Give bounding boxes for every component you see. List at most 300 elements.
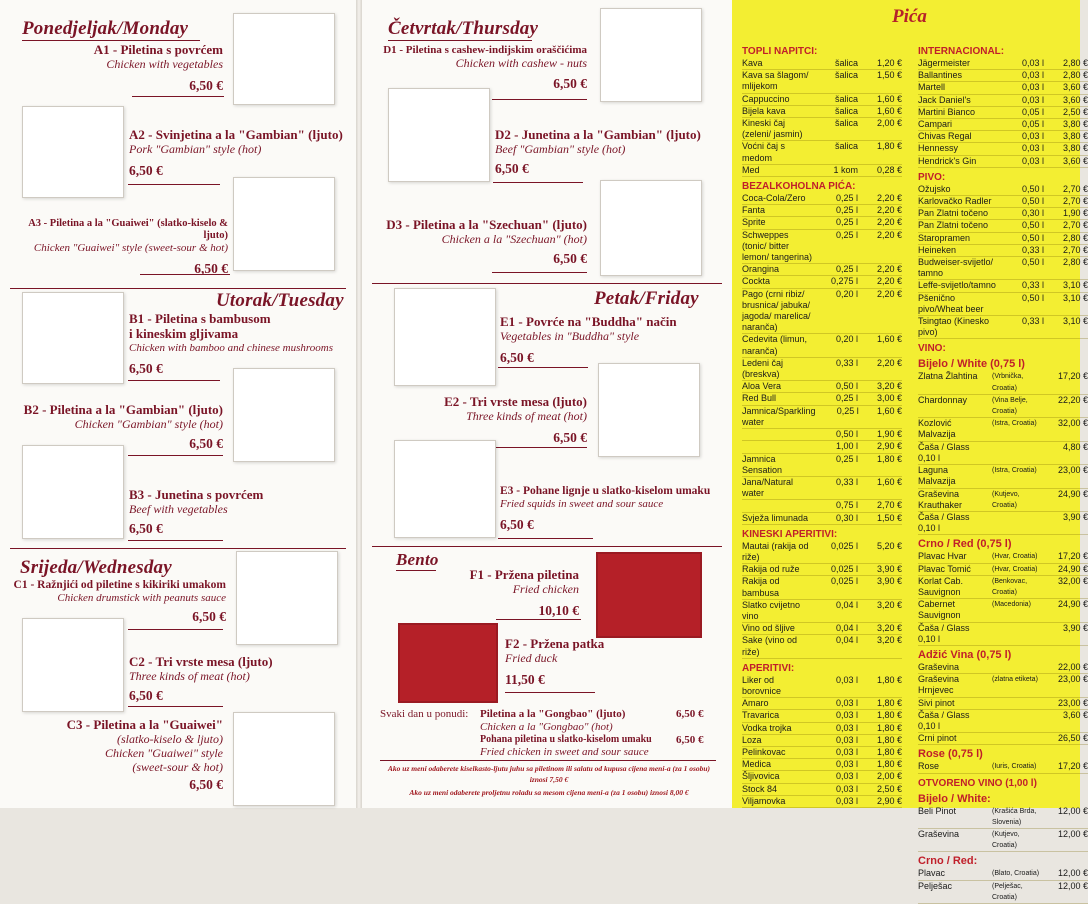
menu-item-a2: A2 - Svinjetina a la "Gambian" (ljuto) Pork "Gambian" style (hot) 6,50 € bbox=[129, 127, 343, 178]
drink-price: 3,10 € bbox=[1062, 316, 1088, 327]
drink-row bbox=[918, 58, 1088, 70]
drink-name: Cockta bbox=[742, 276, 771, 287]
drink-volume: 0,03 l bbox=[835, 759, 858, 770]
drink-price: 1,80 € bbox=[876, 710, 902, 721]
drink-price: 1,50 € bbox=[876, 512, 902, 523]
dish-photo-a3 bbox=[233, 177, 335, 271]
drink-name bbox=[742, 429, 814, 440]
drink-row bbox=[742, 358, 902, 381]
drink-name: Rakija od bambusa bbox=[742, 576, 780, 598]
bento-box-photo bbox=[596, 552, 702, 638]
drink-price: 2,00 € bbox=[876, 118, 902, 129]
drink-volume: 0,05 l bbox=[1021, 119, 1044, 130]
menu-item-d3: D3 - Piletina a la "Szechuan" (ljuto) Chicken a la "Szechuan" (hot) 6,50 € bbox=[386, 217, 587, 266]
menu-panel-thu-fri-bento bbox=[362, 0, 732, 808]
drink-name: Karlovačko Radler bbox=[918, 196, 992, 207]
drink-section-heading: OTVORENO VINO (1,00 l) bbox=[918, 777, 1037, 789]
drink-price: 2,70 € bbox=[1062, 196, 1088, 207]
drink-price: 2,20 € bbox=[876, 357, 902, 368]
drink-volume: 0,03 l bbox=[1021, 131, 1044, 142]
menu-item-e2: E2 - Tri vrste mesa (ljuto) Three kinds of meat (hot) 6,50 € bbox=[444, 394, 587, 445]
dish-photo-d1 bbox=[600, 8, 702, 102]
divider bbox=[128, 540, 223, 541]
drink-volume: 0,25 l bbox=[835, 205, 858, 216]
drink-price: 2,20 € bbox=[876, 276, 902, 287]
drink-name: Graševina Krauthaker bbox=[918, 488, 963, 510]
drink-price: 1,60 € bbox=[876, 405, 902, 416]
drink-name: Martell bbox=[918, 82, 946, 93]
menu-note-1: Ako uz meni odaberete kiselkasto-ljutu juhu sa piletinom ili salatu od kupusa cijena meni-a (za 1 osobu) iznosi 7,50 € bbox=[387, 764, 711, 784]
drink-name: Staropramen bbox=[918, 232, 971, 243]
drink-name: Chardonnay bbox=[918, 394, 968, 405]
drink-price: 23,00 € bbox=[1057, 465, 1088, 476]
drink-row bbox=[918, 156, 1088, 168]
drink-row bbox=[918, 710, 1088, 733]
drink-row bbox=[918, 623, 1088, 646]
drink-name: Hennessy bbox=[918, 143, 959, 154]
drink-price: 5,20 € bbox=[876, 540, 902, 551]
drink-row bbox=[918, 316, 1088, 339]
drink-row bbox=[742, 165, 902, 177]
drink-name: Orangina bbox=[742, 264, 780, 275]
drinks-right-column bbox=[918, 42, 1088, 904]
drink-price: 1,80 € bbox=[876, 759, 902, 770]
drink-price: 32,00 € bbox=[1057, 575, 1088, 586]
divider bbox=[128, 184, 220, 185]
drink-volume: 0,50 l bbox=[1021, 196, 1044, 207]
drink-name: Tsingtao (Kinesko pivo) bbox=[918, 316, 990, 338]
drink-price: 2,50 € bbox=[1062, 106, 1088, 117]
drink-price: 1,80 € bbox=[876, 674, 902, 685]
drink-row bbox=[918, 881, 1088, 904]
drink-row bbox=[918, 107, 1088, 119]
drink-price: 1,80 € bbox=[876, 453, 902, 464]
section-divider bbox=[372, 283, 722, 284]
drink-row bbox=[742, 429, 902, 441]
drink-name: Pan Zlatni točeno bbox=[918, 220, 989, 231]
drink-volume: 0,03 l bbox=[1021, 155, 1044, 166]
drink-volume: 0,03 l bbox=[1021, 58, 1044, 68]
dish-photo-b3 bbox=[22, 445, 124, 539]
drink-name: Ožujsko bbox=[918, 183, 951, 194]
divider bbox=[140, 274, 230, 275]
menu-item-b3: B3 - Junetina s povrćem Beef with vegetables 6,50 € bbox=[129, 487, 264, 536]
drink-origin: (Istra, Croatia) bbox=[992, 420, 1037, 428]
drink-volume: 0,03 l bbox=[1021, 82, 1044, 93]
drink-price: 17,20 € bbox=[1057, 761, 1088, 772]
divider bbox=[492, 272, 587, 273]
drink-section-heading: VINO: bbox=[918, 343, 946, 355]
drink-volume: 0,33 l bbox=[1021, 316, 1044, 327]
drink-row bbox=[918, 442, 1088, 465]
drink-subsection-heading: Crno / Red: bbox=[918, 855, 978, 868]
drink-name: Fanta bbox=[742, 205, 766, 216]
drink-row bbox=[918, 733, 1088, 745]
divider bbox=[498, 538, 593, 539]
drink-row bbox=[918, 395, 1088, 418]
daily-offer-label: Svaki dan u ponudi: bbox=[380, 708, 469, 720]
drink-volume: šalica bbox=[834, 70, 858, 81]
drink-volume: 0,20 l bbox=[835, 288, 858, 299]
drink-row bbox=[742, 141, 902, 164]
divider bbox=[496, 619, 581, 620]
dish-photo-c1 bbox=[236, 551, 338, 645]
drink-price: 1,80 € bbox=[876, 722, 902, 733]
drink-price: 2,00 € bbox=[876, 771, 902, 782]
drink-origin: (Iuris, Croatia) bbox=[992, 763, 1037, 771]
drink-name: Jamnica Sensation bbox=[742, 453, 783, 475]
drink-origin: (Blato, Croatia) bbox=[992, 870, 1040, 878]
drink-name: Loza bbox=[742, 734, 762, 745]
drink-row bbox=[742, 381, 902, 393]
drink-price: 1,50 € bbox=[876, 70, 902, 81]
drink-row bbox=[918, 131, 1088, 143]
drink-row bbox=[742, 723, 902, 735]
drink-row bbox=[918, 761, 1088, 773]
dish-photo-d2 bbox=[388, 88, 490, 182]
drink-price: 3,10 € bbox=[1062, 280, 1088, 291]
menu-item-b2: B2 - Piletina a la "Gambian" (ljuto) Chicken "Gambian" style (hot) 6,50 € bbox=[23, 402, 223, 451]
drink-price: 3,10 € bbox=[1062, 292, 1088, 303]
dish-photo-a1 bbox=[233, 13, 335, 105]
thursday-heading: Četvrtak/Thursday bbox=[388, 18, 539, 39]
drink-name: Korlat Cab. Sauvignon bbox=[918, 575, 964, 597]
drink-price: 2,70 € bbox=[1062, 244, 1088, 255]
drink-volume: 0,50 l bbox=[1021, 232, 1044, 243]
menu-item-a3: A3 - Piletina a la "Guaiwei" (slatko-kiselo & ljuto) Chicken "Guaiwei" style (sweet-sour & hot) 6,50 € bbox=[28, 218, 228, 276]
drink-row bbox=[742, 217, 902, 229]
menu-item-e1: E1 - Povrće na "Buddha" način Vegetables in "Buddha" style 6,50 € bbox=[500, 314, 677, 365]
drink-price: 3,90 € bbox=[876, 564, 902, 575]
menu-item-c1: C1 - Ražnjići od piletine s kikiriki umakom Chicken drumstick with peanuts sauce 6,50 € bbox=[13, 579, 226, 624]
drink-origin: (Hvar, Croatia) bbox=[992, 565, 1038, 573]
drink-row bbox=[742, 747, 902, 759]
drink-row bbox=[742, 393, 902, 405]
drink-volume: 0,03 l bbox=[835, 674, 858, 685]
drink-volume: 0,04 l bbox=[835, 623, 858, 634]
drink-price: 17,20 € bbox=[1057, 371, 1088, 382]
bento-heading: Bento bbox=[396, 550, 439, 569]
drink-name: Chivas Regal bbox=[918, 131, 972, 142]
drink-row bbox=[918, 674, 1088, 697]
drink-row bbox=[918, 196, 1088, 208]
drink-price: 2,90 € bbox=[876, 441, 902, 452]
dish-photo-c2 bbox=[22, 618, 124, 712]
menu-item-f1: F1 - Pržena piletina Fried chicken 10,10 € bbox=[469, 567, 579, 618]
drink-name: Kava sa šlagom/ mlijekom bbox=[742, 70, 809, 92]
drink-row bbox=[742, 500, 902, 512]
daily-offer-items: Piletina a la "Gongbao" (ljuto) Chicken a la "Gongbao" (hot) Pohana piletina u slatko-kiselom umaku Fried chicken in sweet and sour sauce bbox=[480, 708, 652, 758]
drink-volume: šalica bbox=[834, 141, 858, 152]
drink-price: 3,90 € bbox=[1062, 622, 1088, 633]
drink-price: 12,00 € bbox=[1057, 828, 1088, 839]
drink-price: 3,20 € bbox=[876, 599, 902, 610]
tuesday-heading: Utorak/Tuesday bbox=[216, 290, 344, 311]
drink-row bbox=[918, 662, 1088, 674]
drink-price: 2,70 € bbox=[1062, 183, 1088, 194]
section-divider bbox=[10, 288, 346, 289]
drink-price: 12,00 € bbox=[1057, 805, 1088, 816]
drink-row bbox=[742, 193, 902, 205]
drink-volume: 0,05 l bbox=[1021, 106, 1044, 117]
drink-name: Pan Zlatni točeno bbox=[918, 208, 989, 219]
drink-volume: 0,04 l bbox=[835, 635, 858, 646]
drink-volume: 0,25 l bbox=[835, 453, 858, 464]
drink-row bbox=[742, 441, 902, 453]
drink-volume: šalica bbox=[834, 118, 858, 129]
daily-price-1: 6,50 € bbox=[676, 708, 704, 720]
drink-volume: 0,03 l bbox=[835, 734, 858, 745]
drink-name: Cabernet Sauvignon bbox=[918, 599, 961, 621]
drink-row bbox=[742, 796, 902, 808]
drink-name: Plavac Hvar bbox=[918, 551, 967, 562]
drink-price: 23,00 € bbox=[1057, 674, 1088, 685]
drink-row bbox=[742, 106, 902, 118]
divider bbox=[22, 40, 200, 41]
drink-subsection-heading: Crno / Red (0,75 l) bbox=[918, 538, 1012, 551]
drink-name: Pelješac bbox=[918, 880, 953, 891]
drink-row bbox=[742, 735, 902, 747]
drinks-left-column bbox=[742, 42, 902, 808]
drink-price: 2,20 € bbox=[876, 264, 902, 275]
drink-volume: 0,25 l bbox=[835, 229, 858, 240]
drink-price: 23,00 € bbox=[1057, 697, 1088, 708]
drink-origin: (Pelješac, Croatia) bbox=[992, 882, 1023, 901]
menu-note-2: Ako uz meni odaberete proljetnu roladu sa mesom cijena meni-a (za 1 osobu) iznosi 8,00 € bbox=[409, 788, 689, 797]
drink-name: Pšenično pivo/Wheat beer bbox=[918, 292, 984, 314]
drink-name: Jack Daniel's bbox=[918, 94, 971, 105]
drink-price: 2,80 € bbox=[1062, 257, 1088, 268]
drink-volume: 1 kom bbox=[833, 164, 858, 175]
drink-row bbox=[742, 710, 902, 722]
drink-price: 1,60 € bbox=[876, 93, 902, 104]
divider bbox=[388, 40, 532, 41]
drink-price: 1,80 € bbox=[876, 734, 902, 745]
dish-photo-b1 bbox=[22, 292, 124, 384]
drink-subsection-heading: Bijelo / White (0,75 l) bbox=[918, 358, 1025, 371]
drink-volume: 0,025 l bbox=[830, 576, 858, 587]
drink-subsection-heading: Rose (0,75 l) bbox=[918, 748, 983, 761]
divider bbox=[128, 629, 223, 630]
drink-subsection-heading: Adžić Vina (0,75 l) bbox=[918, 648, 1012, 661]
drink-price: 24,90 € bbox=[1057, 488, 1088, 499]
drink-price: 3,90 € bbox=[876, 576, 902, 587]
drink-section-heading: APERITIVI: bbox=[742, 662, 795, 674]
drink-name: Liker od borovnice bbox=[742, 674, 782, 696]
drink-row bbox=[742, 205, 902, 217]
drink-name: Sake (vino od riže) bbox=[742, 635, 798, 657]
drink-row bbox=[742, 564, 902, 576]
drink-volume: 0,025 l bbox=[830, 540, 858, 551]
friday-heading: Petak/Friday bbox=[594, 288, 699, 309]
drink-row bbox=[918, 576, 1088, 599]
drink-volume: 0,25 l bbox=[835, 393, 858, 404]
drink-price: 1,80 € bbox=[876, 141, 902, 152]
drink-row bbox=[742, 58, 902, 70]
drink-row bbox=[742, 600, 902, 623]
drink-volume: 0,75 l bbox=[835, 500, 858, 511]
drink-volume: 0,30 l bbox=[835, 512, 858, 523]
drink-price: 3,20 € bbox=[876, 381, 902, 392]
drink-price: 1,60 € bbox=[876, 476, 902, 487]
drink-price: 2,80 € bbox=[1062, 232, 1088, 243]
drink-row bbox=[742, 334, 902, 357]
drink-row bbox=[918, 465, 1088, 488]
drink-price: 0,28 € bbox=[876, 164, 902, 175]
drink-name: Plavac Tomić bbox=[918, 563, 971, 574]
drink-name: Stock 84 bbox=[742, 783, 778, 794]
drink-name: Hendrick's Gin bbox=[918, 155, 977, 166]
drink-volume: 0,03 l bbox=[835, 722, 858, 733]
drink-name: Rose bbox=[918, 761, 940, 772]
drink-origin: (Vrbnička, Croatia) bbox=[992, 373, 1024, 392]
drink-price: 12,00 € bbox=[1057, 868, 1088, 879]
drink-volume: šalica bbox=[834, 58, 858, 68]
drink-row bbox=[742, 264, 902, 276]
divider bbox=[505, 692, 595, 693]
divider bbox=[493, 182, 583, 183]
drink-name: Bijela kava bbox=[742, 105, 786, 116]
drink-row bbox=[742, 675, 902, 698]
drink-price: 4,80 € bbox=[1062, 441, 1088, 452]
drink-name: Campari bbox=[918, 119, 953, 130]
drink-name: Jana/Natural water bbox=[742, 476, 794, 499]
drink-price: 12,00 € bbox=[1057, 880, 1088, 891]
drink-volume: 0,275 l bbox=[830, 276, 858, 287]
drink-row bbox=[918, 95, 1088, 107]
drink-volume: 0,50 l bbox=[1021, 257, 1044, 268]
drink-price: 22,00 € bbox=[1057, 661, 1088, 672]
drink-price: 32,00 € bbox=[1057, 418, 1088, 429]
drink-price: 2,20 € bbox=[876, 229, 902, 240]
drink-row bbox=[742, 230, 902, 265]
drink-row bbox=[918, 233, 1088, 245]
drink-row bbox=[918, 119, 1088, 131]
drink-row bbox=[918, 371, 1088, 394]
dish-photo-e3 bbox=[394, 440, 496, 538]
drink-volume: 0,20 l bbox=[835, 334, 858, 345]
drink-name: Red Bull bbox=[742, 393, 777, 404]
drink-subsection-heading: Bijelo / White: bbox=[918, 792, 991, 805]
drink-origin: (Kutjevo, Croatia) bbox=[992, 490, 1020, 509]
drink-name: Kava bbox=[742, 58, 763, 68]
drink-price: 2,50 € bbox=[876, 783, 902, 794]
drink-name: Rakija od ruže bbox=[742, 564, 800, 575]
drink-volume: 0,03 l bbox=[1021, 94, 1044, 105]
drink-name: Martini Bianco bbox=[918, 106, 976, 117]
drink-price: 3,60 € bbox=[1062, 94, 1088, 105]
drink-price: 3,00 € bbox=[876, 393, 902, 404]
drink-volume: 0,50 l bbox=[835, 381, 858, 392]
drink-row bbox=[742, 94, 902, 106]
drink-price: 2,80 € bbox=[1062, 58, 1088, 68]
drink-price: 2,20 € bbox=[876, 205, 902, 216]
drink-name: Čaša / Glass 0,10 l bbox=[918, 709, 970, 731]
drink-price: 1,80 € bbox=[876, 746, 902, 757]
drink-name bbox=[742, 441, 814, 452]
drink-section-heading: KINESKI APERITIVI: bbox=[742, 528, 838, 540]
drink-name: Voćni čaj s medom bbox=[742, 141, 786, 163]
menu-item-e3: E3 - Pohane lignje u slatko-kiselom umaku Fried squids in sweet and sour sauce 6,50 € bbox=[500, 485, 711, 532]
drink-name: Budweiser-svijetlo/ tamno bbox=[918, 257, 994, 279]
drink-price: 3,20 € bbox=[876, 635, 902, 646]
drink-row bbox=[742, 576, 902, 599]
drink-row bbox=[742, 406, 902, 429]
drink-row bbox=[918, 418, 1088, 441]
drink-row bbox=[742, 289, 902, 335]
drink-volume: 0,50 l bbox=[835, 429, 858, 440]
drink-row bbox=[742, 759, 902, 771]
drink-name: Graševina bbox=[918, 828, 960, 839]
dish-photo-e1 bbox=[394, 288, 496, 386]
drink-volume: 0,03 l bbox=[1021, 143, 1044, 154]
drink-row bbox=[742, 635, 902, 658]
drink-price: 22,20 € bbox=[1057, 394, 1088, 405]
divider bbox=[132, 96, 224, 97]
dish-photo-d3 bbox=[600, 180, 702, 276]
menu-item-f2: F2 - Pržena patka Fried duck 11,50 € bbox=[505, 636, 605, 687]
divider bbox=[128, 706, 223, 707]
drink-origin bbox=[988, 512, 1044, 534]
drink-origin: (Macedonia) bbox=[992, 601, 1031, 609]
drink-price: 3,20 € bbox=[876, 623, 902, 634]
drink-name: Coca-Cola/Zero bbox=[742, 193, 806, 204]
drink-row bbox=[742, 513, 902, 525]
drink-row bbox=[918, 829, 1088, 852]
drink-name: Travarica bbox=[742, 710, 780, 721]
drink-row bbox=[742, 477, 902, 500]
drink-section-heading: BEZALKOHOLNA PIĆA: bbox=[742, 181, 856, 193]
drink-row bbox=[918, 82, 1088, 94]
section-divider bbox=[10, 548, 346, 549]
drink-name: Kozlović Malvazija bbox=[918, 418, 956, 440]
menu-item-c3: C3 - Piletina a la "Guaiwei" (slatko-kiselo & ljuto) Chicken "Guaiwei" style (sweet-sour & hot) 6,50 € bbox=[66, 717, 223, 793]
menu-item-d2: D2 - Junetina a la "Gambian" (ljuto) Beef "Gambian" style (hot) 6,50 € bbox=[495, 127, 701, 176]
drink-volume: 0,03 l bbox=[835, 746, 858, 757]
drink-volume: 0,03 l bbox=[835, 771, 858, 782]
drink-price: 3,60 € bbox=[1062, 709, 1088, 720]
drink-price: 3,80 € bbox=[1062, 119, 1088, 130]
drink-row bbox=[918, 512, 1088, 535]
drink-price: 3,80 € bbox=[1062, 143, 1088, 154]
drink-origin: (Istra, Croatia) bbox=[992, 467, 1037, 475]
drink-row bbox=[918, 698, 1088, 710]
drink-name: Čaša / Glass 0,10 l bbox=[918, 622, 970, 644]
drink-volume: 0,33 l bbox=[1021, 280, 1044, 291]
drink-price: 3,60 € bbox=[1062, 82, 1088, 93]
drink-name: Beli Pinot bbox=[918, 805, 957, 816]
divider bbox=[380, 760, 716, 761]
drink-name: Čaša / Glass 0,10 l bbox=[918, 441, 970, 463]
drink-section-heading: TOPLI NAPITCI: bbox=[742, 46, 818, 57]
section-divider bbox=[372, 546, 722, 547]
drink-volume: 0,03 l bbox=[835, 783, 858, 794]
drink-volume: 0,33 l bbox=[835, 476, 858, 487]
drink-price: 1,90 € bbox=[876, 429, 902, 440]
drink-row bbox=[918, 806, 1088, 829]
drink-price: 3,90 € bbox=[1062, 511, 1088, 522]
drink-name: Cappuccino bbox=[742, 93, 790, 104]
drink-name: Sprite bbox=[742, 217, 766, 228]
drink-volume: 0,03 l bbox=[1021, 70, 1044, 81]
dish-photo-e2 bbox=[598, 363, 700, 457]
drink-row bbox=[918, 293, 1088, 316]
drink-origin: (Hvar, Croatia) bbox=[992, 553, 1038, 561]
bento-box-photo bbox=[398, 623, 498, 703]
drink-price: 1,80 € bbox=[876, 698, 902, 709]
drink-origin: (Vina Belje, Croatia) bbox=[992, 396, 1028, 416]
drink-name: Medica bbox=[742, 759, 772, 770]
